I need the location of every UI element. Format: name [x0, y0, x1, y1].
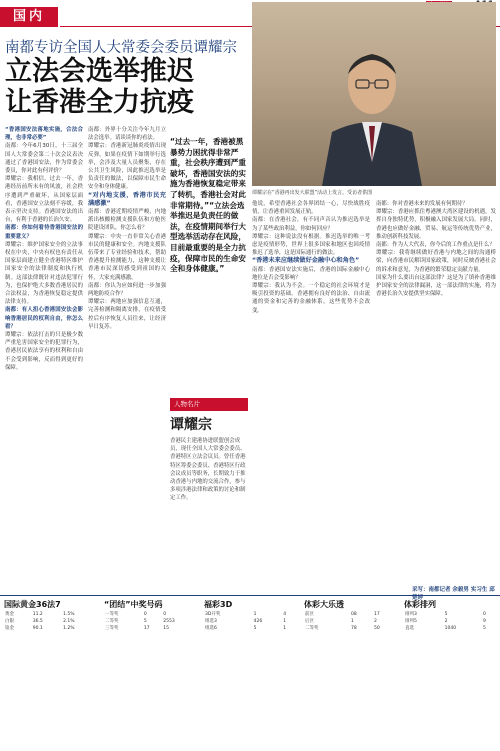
ticker-title: 体彩大乐透 — [304, 600, 344, 609]
headline — [5, 56, 194, 118]
ticker-row — [104, 611, 196, 618]
article-column-5 — [376, 200, 496, 582]
ticker-cell: 1 — [351, 619, 354, 624]
ticker-cell: 9 — [483, 619, 486, 624]
ticker-cell: 36.5 — [32, 619, 43, 624]
pull-quote: “过去一年，香港被黑暴势力困扰得非常严重，社会秩序遭到严重破坏，香港国安法的实施为香港恢复稳定带来了转机，香港社会对此非常期待。”“立法会选举推迟是负责任的做法，在疫情期间举行大型选举活动存在风险，目前最重要的是全力抗疫，保障市民的生命安全和身体健康。” — [170, 137, 246, 274]
ticker-cell: 2 — [444, 619, 448, 624]
ticker-cell: 直选 — [405, 626, 414, 631]
ticker-cell: 铂金 — [5, 626, 14, 631]
section-label: 国内 — [0, 7, 58, 27]
ticker-row — [204, 618, 296, 625]
ticker-cell: 0 — [483, 612, 486, 617]
paragraph: 谭耀宗：依法打击的只是极少数严重危害国家安全的犯罪行为，香港居民依法享有的权利和自由不会受到影响，反而得到更好的保障。 — [5, 332, 83, 371]
paragraph: 南都：今年6月30日，十三届全国人大常委会第二十次会议表决通过了香港国安法，作为常委会委员，你对此有何评价？ — [5, 143, 83, 175]
article-column-1 — [5, 126, 83, 592]
ticker-row — [204, 625, 296, 632]
question: “香港国安法落地实施，合法合理，也非常必要” — [5, 127, 83, 142]
portrait-photo — [252, 2, 496, 186]
ticker-cell: 排列5 — [405, 619, 417, 624]
paragraph: 谭耀宗：我相信，过去一年，香港经历前所未有的风波，社会秩序遭到严重破坏，从国家层面看，香港国安立法刻不容缓，我表示坚决支持。香港国安法的出台，有利于香港的长治久安。 — [5, 176, 83, 224]
ticker-cell: 1 — [253, 612, 257, 617]
headline-line-2: 让香港全力抗疫 — [5, 87, 194, 118]
ticker-block — [404, 596, 496, 751]
ticker-cell: 组选6 — [205, 626, 217, 631]
ticker-cell: 1 — [283, 626, 287, 631]
ticker-cell: 二等奖 — [105, 619, 119, 624]
ticker-row — [4, 618, 96, 625]
paragraph: 南都：香港近期疫情严峻，内地派出核酸检测支援队伍和方舱医院建设团队，你怎么看？ — [88, 209, 166, 232]
headline-line-1: 立法会选举推迟 — [5, 56, 194, 87]
ticker-row — [4, 625, 96, 632]
ticker-cell: 1.5% — [63, 612, 75, 617]
ticker-cell: 3D开奖 — [205, 612, 221, 617]
ticker-cell: 50 — [374, 626, 380, 631]
ticker-row — [4, 611, 96, 618]
ticker-cell: 排列3 — [405, 612, 417, 617]
ticker-block — [4, 596, 96, 751]
ticker-row — [404, 611, 496, 618]
ticker-cell: 78 — [351, 626, 357, 631]
ticker-cell: 5 — [483, 626, 486, 631]
paragraph: 南都：你认为应如何进一步加强两地防疫合作？ — [88, 282, 166, 298]
paragraph: 南都：作为人大代表，你今后的工作重点是什么？ — [376, 242, 495, 249]
ticker-row — [104, 625, 196, 632]
ticker-cell: 17 — [374, 612, 380, 617]
ticker-row — [404, 618, 496, 625]
ticker-block — [104, 596, 196, 751]
ticker-cell: 2 — [374, 619, 377, 624]
ticker-row — [404, 625, 496, 632]
paragraph: 南都：你对香港未来的发展有何期待？ — [376, 201, 468, 207]
article-column-4 — [252, 200, 370, 592]
paragraph: 国家为什么要出台这部法律？这是为了填补香港维护国家安全的法律漏洞，这一部法律的实施，将为香港长治久安提供坚实保障。 — [376, 274, 496, 298]
ticker-cell: 1.2% — [63, 626, 75, 631]
paragraph: 谭耀宗：香港新冠肺炎疫情出现反弹，如果在疫情下如期举行选举，会涉及大量人员聚集，存在公共卫生风险，因此推迟选举是负责任的做法，以保障市民生命安全和身体健康。 — [88, 143, 166, 191]
ticker-cell: 08 — [351, 612, 357, 617]
paragraph: 南都：外界十分关注今年九月立法会选举。请谈谈你的看法。 — [88, 127, 166, 142]
ticker-cell: 0 — [163, 612, 167, 617]
ticker-cell: 426 — [253, 619, 263, 624]
person-illustration — [312, 22, 432, 186]
subheading: “香港未来应继续做好金融中心和角色” — [252, 257, 360, 265]
ticker-row — [304, 625, 396, 632]
paragraph: 南都：香港国安法实施后，香港的国际金融中心地位是否会受影响？ — [252, 266, 370, 281]
ticker-cell: 后区 — [305, 619, 314, 624]
ticker-cell: 90.1 — [32, 626, 43, 631]
ticker-block — [204, 596, 296, 751]
ticker-cell: 组选3 — [205, 619, 217, 624]
ticker-cell: 5 — [143, 619, 147, 624]
ticker-title: 福彩3D — [204, 600, 233, 609]
ticker-title: 国际黄金36法7 — [4, 600, 61, 609]
ticker-cell: 黄金 — [5, 612, 14, 617]
ticker-cell: 1040 — [444, 626, 457, 631]
ticker-cell: 一等奖 — [105, 612, 119, 617]
subheading: “对内地支援，香港市民充满感激” — [88, 191, 166, 207]
paragraph: 谭耀宗：维护国家安全的立法事权在中央，中央有权也有责任从国家层面建立健全香港特区维护国家安全的法律制度和执行机制。这部法律既针对违法犯罪行为，也保护绝大多数香港居民的合法权益，为香港恢复稳定提供法律支持。 — [5, 241, 83, 306]
question: 南都：有人担心香港国安法会影响香港居民的权利自由，你怎么看？ — [5, 307, 83, 330]
ticker-row — [304, 618, 396, 625]
photo-caption: 谭耀宗在“香港再出发大联盟”活动上发言。受访者供图 — [252, 190, 373, 196]
paragraph: 谭耀宗：中央一直非常关心香港市民的健康和安全。内地支援队伍带来了专业经验和技术，帮助香港提升检测能力，这种支援让香港市民深切感受到祖国的关怀，大家充满感激。 — [88, 233, 166, 281]
ticker-cell: 前区 — [305, 612, 314, 617]
ticker-cell: 5 — [253, 626, 257, 631]
ticker-cell: 二等奖 — [305, 626, 319, 631]
ticker-cell: 17 — [143, 626, 150, 631]
ticker-cell: 1 — [283, 619, 287, 624]
ticker-cell: 白银 — [5, 619, 14, 624]
ticker-title: 体彩排列 — [404, 600, 436, 609]
ticker-cell: 2553 — [163, 619, 175, 624]
paragraph: 谭耀宗：香港应抓住粤港澳大湾区建设的机遇，发挥自身独特优势，积极融入国家发展大局。同时，香港也应做好金融、贸易、航运等传统优势产业，推动创新科技发展。 — [376, 209, 496, 240]
ticker-cell: 4 — [283, 612, 287, 617]
ticker-block — [304, 596, 396, 751]
paragraph: 谭耀宗：这种说法没有根据。推迟选举的唯一考虑是疫情形势，世界上很多国家和地区也因疫情推迟了选举，这是国际通行的做法。 — [252, 233, 370, 257]
ticker-row — [204, 611, 296, 618]
kicker: 南都专访全国人大常委会委员谭耀宗 — [5, 40, 237, 56]
ticker-row — [104, 618, 196, 625]
ticker-row — [304, 611, 396, 618]
ticker-cell: 15 — [163, 626, 169, 631]
paragraph: 谭耀宗：两地应加强信息互通，完善检测和隔离安排，在疫情受控后有序恢复人员往来，让经济早日复苏。 — [88, 299, 166, 330]
ticker-cell: 11.2 — [32, 612, 43, 617]
profile-name: 谭耀宗 — [170, 417, 212, 433]
question: 南都：你如何看待香港国安法的重要意义？ — [5, 225, 83, 240]
ticker-title: “团结”中奖号码 — [104, 600, 163, 609]
paragraph: 南都：在香港社会，有不同声音认为推迟选举是为了某些政治利益，你如何回应？ — [252, 217, 370, 232]
profile-bio: 香港民主建港协进联盟创会成员，现任全国人大常委会委员、香港特区立法会议员。曾任香港特区筹委会委员、香港特区行政会议成员等职务，长期致力于推动香港与内地的交流合作，参与多项涉港法律和政策的讨论和制定工作。 — [170, 438, 246, 502]
article-column-2 — [88, 126, 166, 592]
paragraph: 谭耀宗：我认为不会。一个稳定的社会环境才是吸引投资的基础。香港拥有良好的法治、自由流通的资金和完善的金融体系，这些优势不会改变。 — [252, 283, 370, 314]
byline: 采写：南都记者 余毅男 实习生 邱楚婷 — [412, 587, 495, 601]
paragraph: 他说，希望香港社会各界团结一心，尽快战胜疫情，让香港重回发展正轨。 — [252, 201, 370, 216]
ticker-cell: 0 — [143, 612, 147, 617]
paragraph: 谭耀宗：我将继续做好香港与内地之间的沟通桥梁，向香港市民解读国家政策，同时反映香港社会的诉求和意见，为香港的繁荣稳定贡献力量。 — [376, 250, 496, 273]
ticker-cell: 2.1% — [63, 619, 75, 624]
ticker-cell: 三等奖 — [105, 626, 119, 631]
profile-section-label: 人物名片 — [170, 398, 248, 411]
lottery-ticker — [0, 595, 500, 751]
ticker-cell: 5 — [444, 612, 448, 617]
